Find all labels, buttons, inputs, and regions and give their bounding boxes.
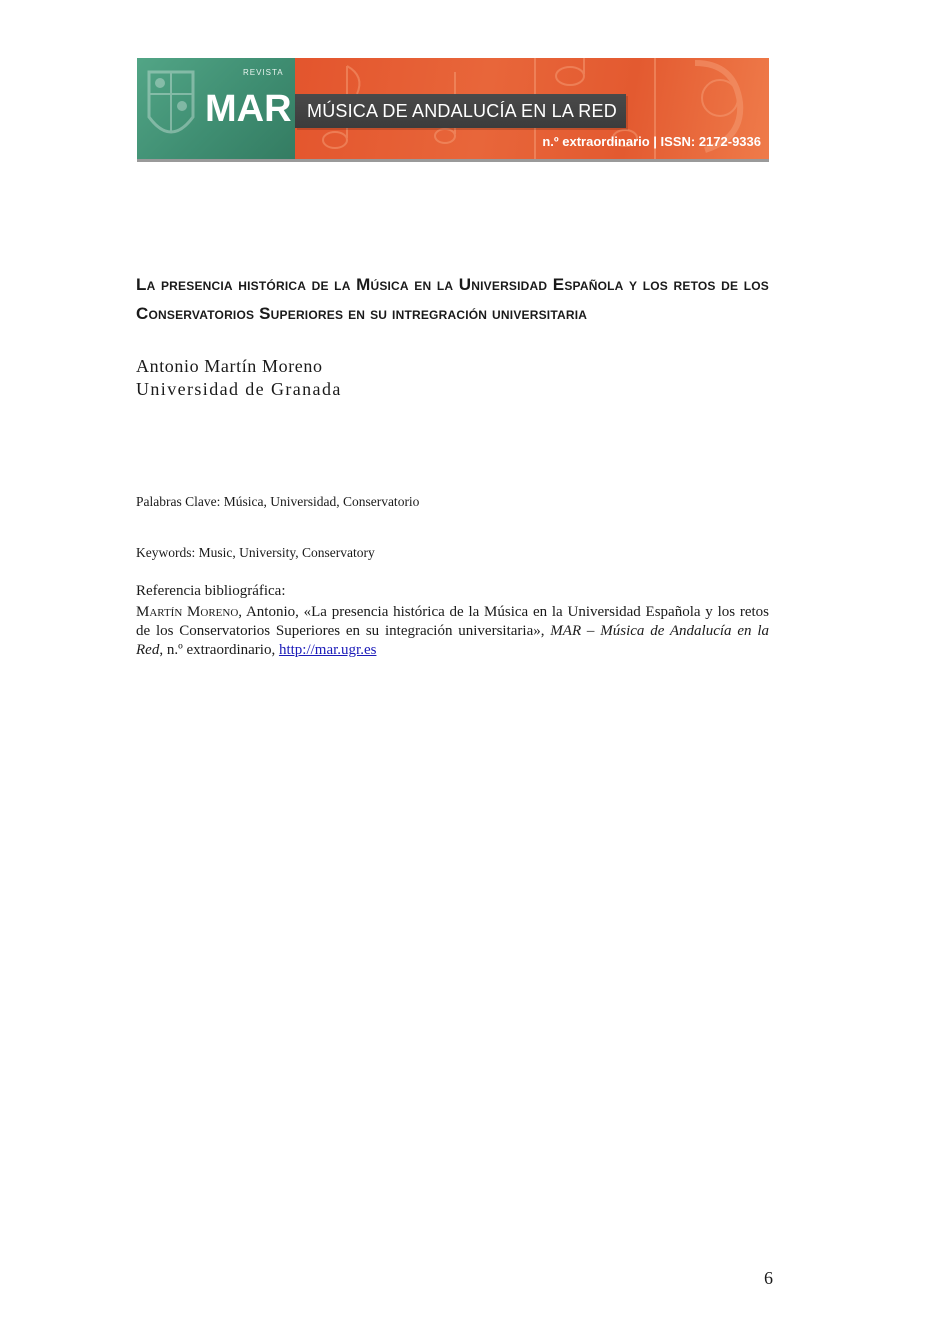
citation-author: Martín Moreno [136,604,239,620]
citation-text [136,603,769,660]
keywords-english: Keywords: Music, University, Conservatory [136,545,375,560]
issue-issn-label: n.º extraordinario | ISSN: 2172-9336 [542,134,761,149]
journal-banner [137,58,769,162]
citation-journal: MAR – Música de Andalucía en la Red [136,623,769,658]
university-crest-icon [141,62,201,152]
citation-part-2: , n.º extraordinario, [159,642,279,658]
author-name: Antonio Martín Moreno [136,356,323,376]
citation-part-1: , Antonio, «La presencia histórica de la Música en la Universidad Española y los retos de los Conservatorios Superiores en su integración universitaria», [136,604,769,639]
journal-link[interactable]: http://mar.ugr.es [278,642,377,658]
journal-title-bar [295,94,626,128]
page-number: 6 [764,1268,773,1288]
article-title: La presencia histórica de la Música en la Universidad Española y los retos de los Conservatorios Superiores en su intregración universitaria [136,275,769,323]
keywords-spanish: Palabras Clave: Música, Universidad, Conservatorio [136,494,420,509]
logo-mar: MAR [205,88,292,130]
journal-title: MÚSICA DE ANDALUCÍA EN LA RED [307,101,617,121]
author-affiliation: Universidad de Granada [136,379,342,399]
logo-revista-label: REVISTA [243,68,284,77]
banner-logo-panel [137,58,295,159]
reference-heading: Referencia bibliográfica: [136,583,286,599]
